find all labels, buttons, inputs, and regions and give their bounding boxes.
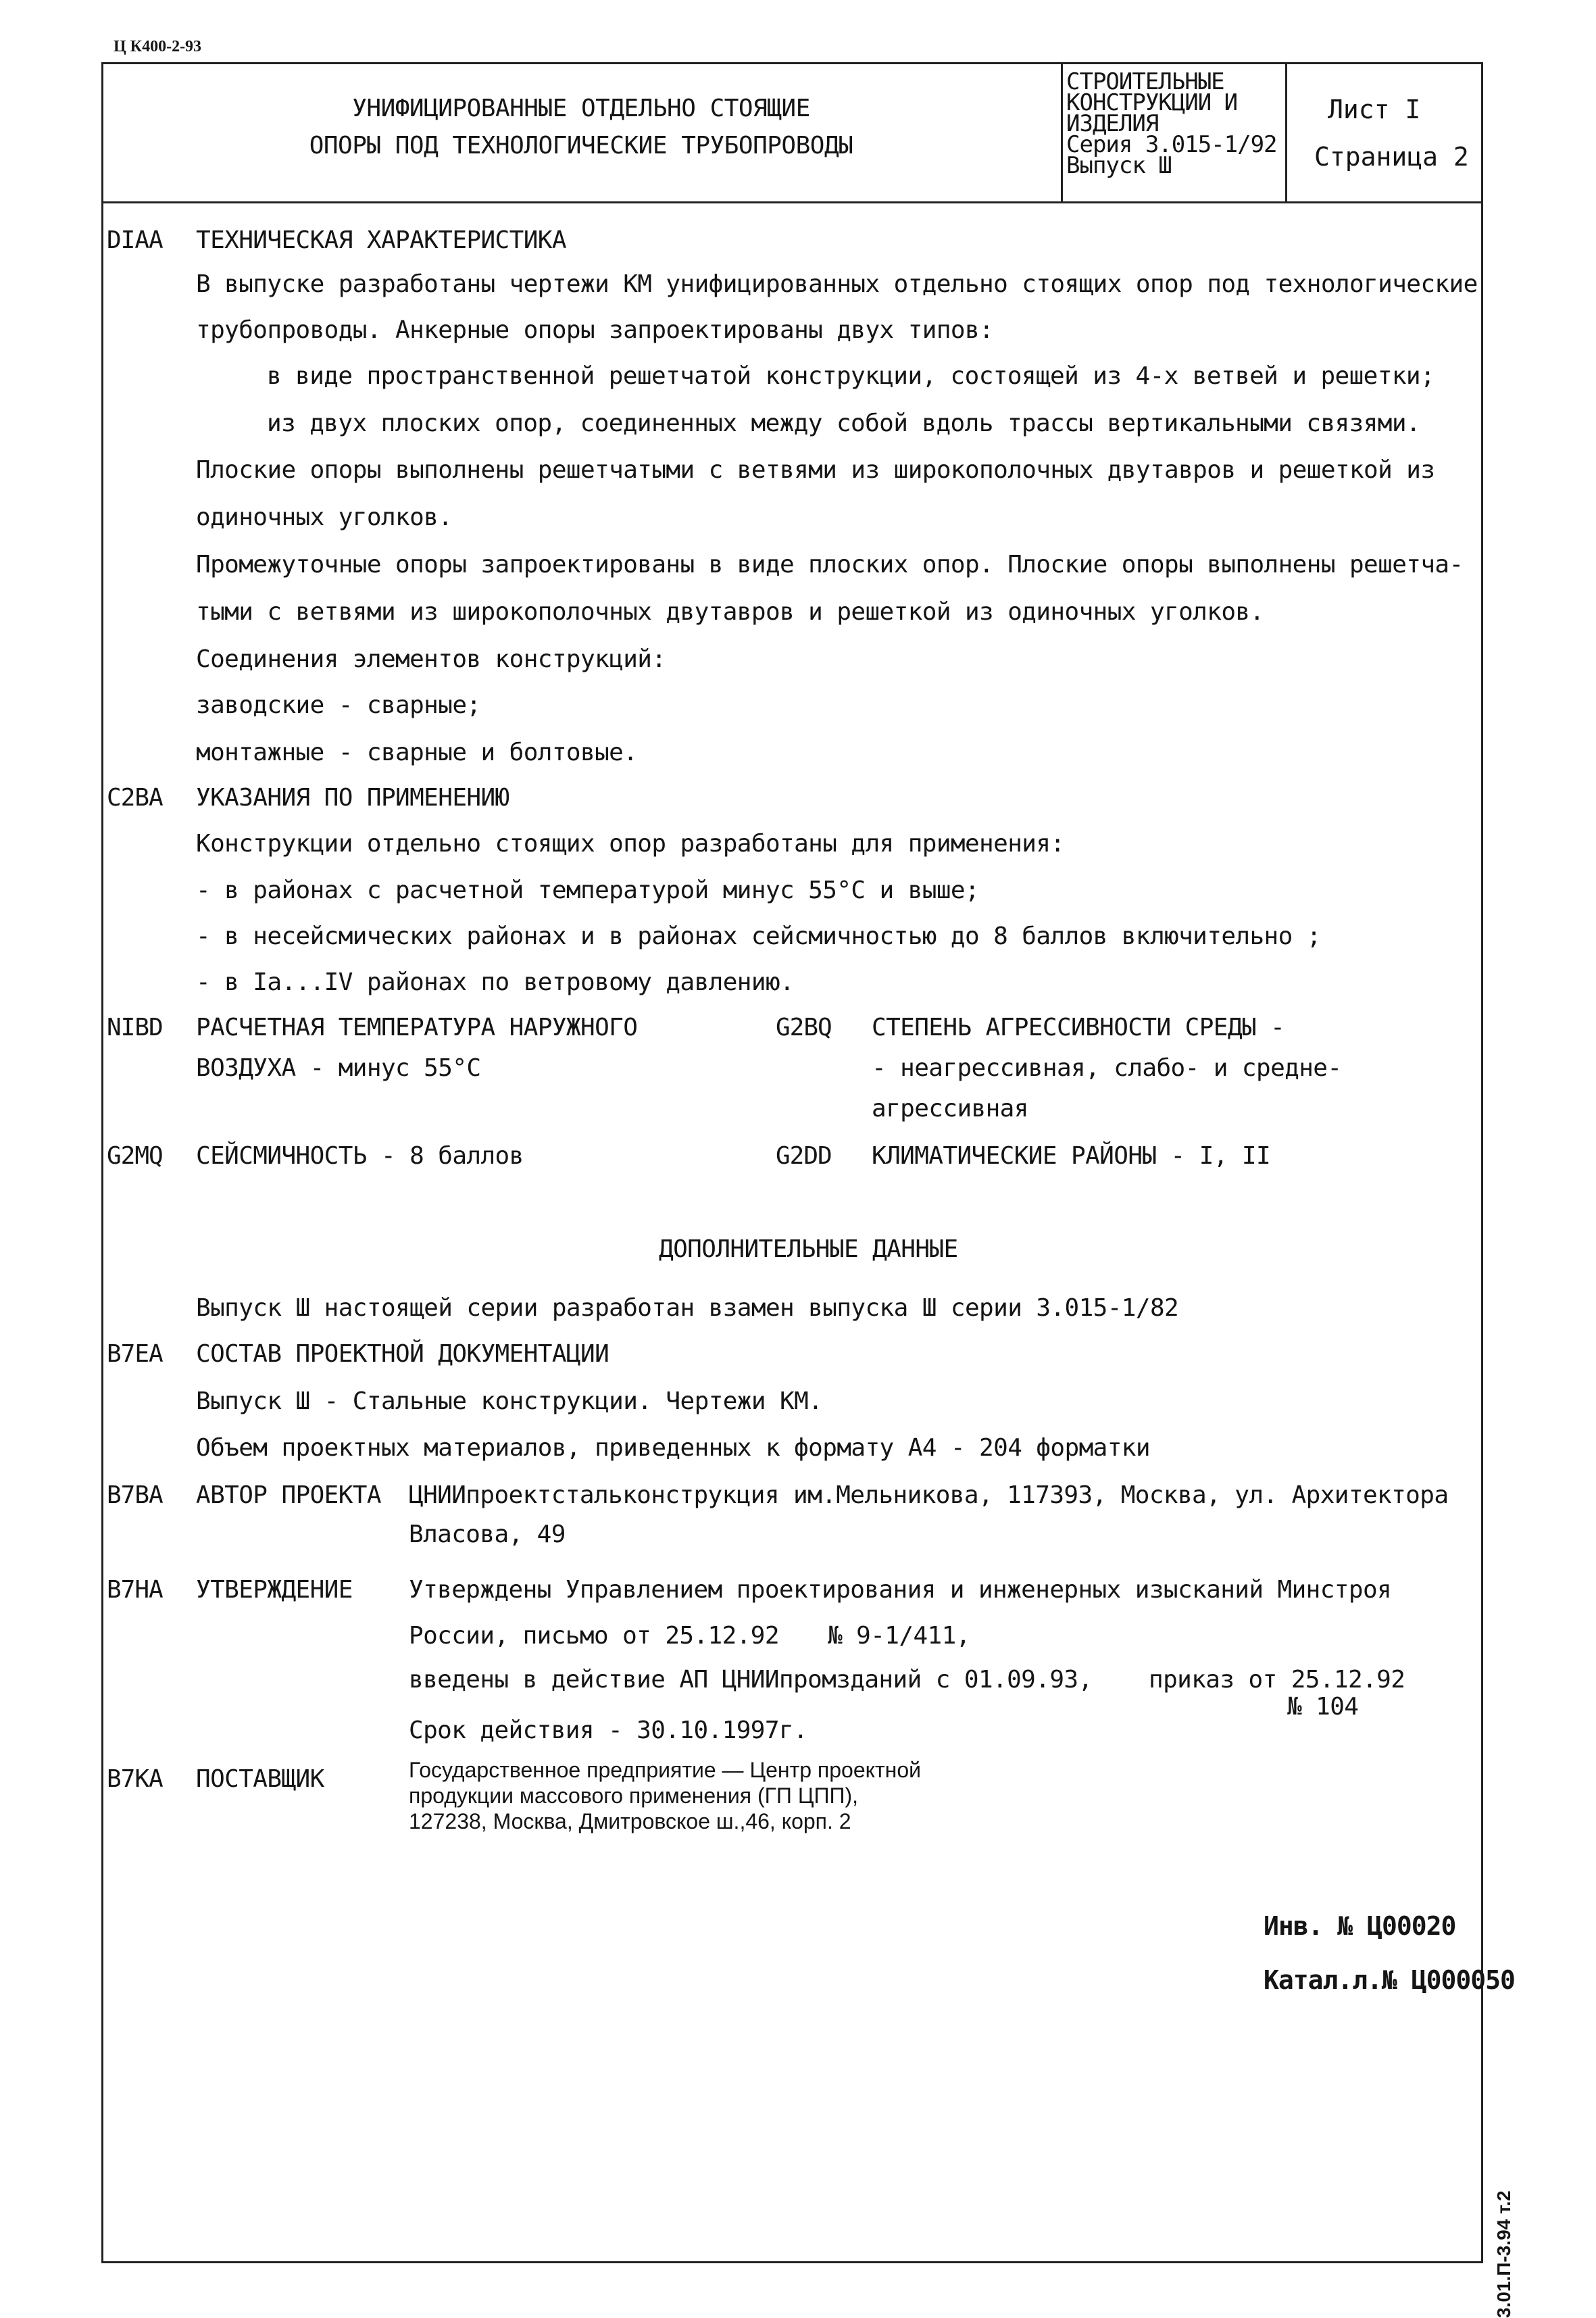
approval-line-1: Утверждены Управлением проектирования и инженерных изысканий Минстроя xyxy=(409,1576,1392,1604)
section-code-temp: NIBD xyxy=(107,1014,163,1041)
author-label: АВТОР ПРОЕКТА xyxy=(196,1481,381,1509)
section-code-approval: B7HA xyxy=(107,1576,163,1604)
supplier-label: ПОСТАВЩИК xyxy=(196,1765,324,1793)
inventory-number: Инв. № Ц00020 xyxy=(1264,1911,1456,1941)
usage-line-3: - в несейсмических районах и в районах сейсмичностью до 8 баллов включительно ; xyxy=(196,922,1321,950)
header-series: Серия 3.015-1/92 xyxy=(1066,131,1277,158)
tech-line-4: из двух плоских опор, соединенных между собой вдоль трассы вертикальными связями. xyxy=(267,410,1420,437)
tech-line-11: монтажные - сварные и болтовые. xyxy=(196,739,638,766)
usage-line-2: - в районах с расчетной температурой минус 55°С и выше; xyxy=(196,877,980,904)
tech-line-9: Соединения элементов конструкций: xyxy=(196,645,666,673)
approval-line-3c: № 104 xyxy=(1287,1693,1359,1721)
usage-line-1: Конструкции отдельно стоящих опор разработаны для применения: xyxy=(196,830,1065,858)
header-divider xyxy=(101,201,1483,203)
header-divider-1 xyxy=(1061,62,1063,201)
tech-line-7: Промежуточные опоры запроектированы в виде плоских опор. Плоские опоры выполнены решетча- xyxy=(196,551,1464,578)
section-title-usage: УКАЗАНИЯ ПО ПРИМЕНЕНИЮ xyxy=(196,784,509,812)
approval-line-2a: России, письмо от 25.12.92 xyxy=(409,1622,779,1650)
temp-line-1: РАСЧЕТНАЯ ТЕМПЕРАТУРА НАРУЖНОГО xyxy=(196,1014,638,1041)
docs-line-2: Объем проектных материалов, приведенных к формату А4 - 204 форматки xyxy=(196,1434,1150,1462)
header-title-line-1: УНИФИЦИРОВАННЫЕ ОТДЕЛЬНО СТОЯЩИЕ xyxy=(352,95,810,122)
supplier-address-block xyxy=(409,1757,921,1834)
approval-line-3a: введены в действие АП ЦНИИпромзданий с 01.09.93, xyxy=(409,1666,1093,1694)
header-issue: Выпуск Ш xyxy=(1066,152,1172,179)
aggr-line-3: агрессивная xyxy=(872,1095,1028,1123)
aggr-line-1: СТЕПЕНЬ АГРЕССИВНОСТИ СРЕДЫ - xyxy=(872,1014,1285,1041)
header-title-line-2: ОПОРЫ ПОД ТЕХНОЛОГИЧЕСКИЕ ТРУБОПРОВОДЫ xyxy=(309,132,853,159)
section-code-docs: B7EA xyxy=(107,1340,163,1368)
tech-line-6: одиночных уголков. xyxy=(196,503,453,531)
tech-line-1: В выпуске разработаны чертежи КМ унифицированных отдельно стоящих опор под технологические xyxy=(196,270,1478,298)
header-category-line-1: СТРОИТЕЛЬНЫЕ xyxy=(1066,68,1224,95)
approval-line-3b: приказ от 25.12.92 xyxy=(1149,1666,1405,1694)
docs-line-1: Выпуск Ш - Стальные конструкции. Чертежи КМ. xyxy=(196,1387,823,1415)
section-code-seism: G2MQ xyxy=(107,1142,163,1170)
temp-line-2: ВОЗДУХА - минус 55°С xyxy=(196,1054,481,1082)
section-code-usage: C2BA xyxy=(107,784,163,812)
section-code-tech: DIAA xyxy=(107,226,163,254)
side-stamp: 3.01.П-3.94 т.2 xyxy=(1493,2190,1514,2318)
header-sheet: Лист I xyxy=(1328,95,1421,124)
aggr-line-2: - неагрессивная, слабо- и средне- xyxy=(872,1054,1342,1082)
header-category-line-2: КОНСТРУКЦИИ И xyxy=(1066,89,1238,116)
approval-line-4: Срок действия - 30.10.1997г. xyxy=(409,1717,808,1744)
section-code-aggr: G2BQ xyxy=(776,1014,832,1041)
author-line-2: Власова, 49 xyxy=(409,1521,566,1548)
header-divider-2 xyxy=(1285,62,1287,201)
header-category-line-3: ИЗДЕЛИЯ xyxy=(1066,110,1159,137)
supplier-line-3: 127238, Москва, Дмитровское ш.,46, корп. 2 xyxy=(409,1809,851,1833)
tech-line-3: в виде пространственной решетчатой конструкции, состоящей из 4-х ветвей и решетки; xyxy=(267,362,1435,390)
supplier-line-1: Государственное предприятие — Центр проектной xyxy=(409,1758,921,1782)
extra-line: Выпуск Ш настоящей серии разработан взамен выпуска Ш серии 3.015-1/82 xyxy=(196,1294,1179,1322)
tech-line-10: заводские - сварные; xyxy=(196,691,481,719)
section-code-author: B7BA xyxy=(107,1481,163,1509)
tech-line-5: Плоские опоры выполнены решетчатыми с ветвями из широкополочных двутавров и решеткой из xyxy=(196,456,1435,484)
tech-line-2: трубопроводы. Анкерные опоры запроектированы двух типов: xyxy=(196,316,994,344)
section-code-supplier: B7KA xyxy=(107,1765,163,1793)
usage-line-4: - в Iа...IV районах по ветровому давлению. xyxy=(196,968,795,996)
docs-title: СОСТАВ ПРОЕКТНОЙ ДОКУМЕНТАЦИИ xyxy=(196,1340,609,1368)
supplier-line-2: продукции массового применения (ГП ЦПП), xyxy=(409,1783,859,1808)
header-category-block xyxy=(1066,68,1277,179)
climate-text: КЛИМАТИЧЕСКИЕ РАЙОНЫ - I, II xyxy=(872,1142,1271,1170)
catalog-sheet-number: Катал.л.№ Ц000050 xyxy=(1264,1965,1515,1995)
approval-line-2b: № 9-1/411, xyxy=(828,1622,970,1650)
document-code: Ц К400-2-93 xyxy=(114,38,202,55)
header-page: Страница 2 xyxy=(1314,142,1469,172)
extra-title: ДОПОЛНИТЕЛЬНЫЕ ДАННЫЕ xyxy=(659,1235,958,1263)
section-title-tech: ТЕХНИЧЕСКАЯ ХАРАКТЕРИСТИКА xyxy=(196,226,566,254)
approval-label: УТВЕРЖДЕНИЕ xyxy=(196,1576,353,1604)
seism-text: СЕЙСМИЧНОСТЬ - 8 баллов xyxy=(196,1142,524,1170)
author-line-1: ЦНИИпроектстальконструкция им.Мельникова, 117393, Москва, ул. Архитектора xyxy=(409,1481,1449,1509)
section-code-climate: G2DD xyxy=(776,1142,832,1170)
tech-line-8: тыми с ветвями из широкополочных двутавров и решеткой из одиночных уголков. xyxy=(196,598,1264,626)
